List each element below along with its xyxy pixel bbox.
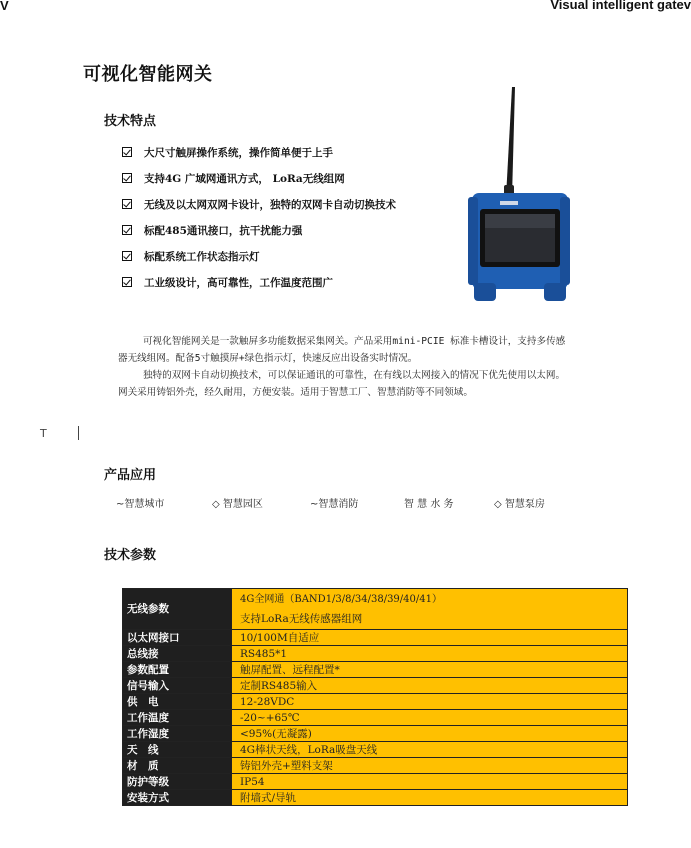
spec-value: 触屏配置、远程配置* bbox=[232, 662, 628, 678]
table-row bbox=[123, 630, 628, 646]
application-list bbox=[116, 495, 586, 510]
application-item: 智 慧 水 务 bbox=[404, 499, 454, 510]
spec-table bbox=[122, 588, 628, 806]
table-row bbox=[123, 694, 628, 710]
insertion-bar bbox=[78, 426, 79, 440]
spec-value: 10/100M自适应 bbox=[232, 630, 628, 646]
spec-value: IP54 bbox=[232, 774, 628, 790]
checkbox-icon bbox=[122, 277, 132, 287]
spec-value: 附墙式/导轨 bbox=[232, 790, 628, 806]
applications-heading: 产品应用 bbox=[104, 468, 157, 483]
table-row bbox=[123, 774, 628, 790]
checkbox-icon bbox=[122, 199, 132, 209]
checkbox-icon bbox=[122, 147, 132, 157]
feature-list bbox=[122, 139, 396, 295]
spec-key: 工作湿度 bbox=[123, 726, 232, 742]
spec-value: -20~+65℃ bbox=[232, 710, 628, 726]
spec-value: 4G全网通（BAND1/3/8/34/38/39/40/41） 支持LoRa无线传感器组网 bbox=[232, 589, 628, 630]
table-row bbox=[123, 710, 628, 726]
checkbox-icon bbox=[122, 173, 132, 183]
spec-key: 安装方式 bbox=[123, 790, 232, 806]
spec-value: 12-28VDC bbox=[232, 694, 628, 710]
spec-key: 参数配置 bbox=[123, 662, 232, 678]
features-heading: 技术特点 bbox=[104, 114, 157, 129]
feature-item: 无线及以太网双网卡设计，独特的双网卡自动切换技术 bbox=[122, 191, 396, 217]
gateway-device-image bbox=[468, 85, 570, 305]
feature-item: 大尺寸触屏操作系统，操作简单便于上手 bbox=[122, 139, 396, 165]
table-row bbox=[123, 678, 628, 694]
application-item: ~智慧消防 bbox=[310, 499, 359, 510]
spec-value: 铸铝外壳+塑料支架 bbox=[232, 758, 628, 774]
checkbox-icon bbox=[122, 251, 132, 261]
spec-value: 4G棒状天线，LoRa吸盘天线 bbox=[232, 742, 628, 758]
spec-key: 天 线 bbox=[123, 742, 232, 758]
application-item: ◇ 智慧泵房 bbox=[494, 499, 545, 510]
description-paragraph: 独特的双网卡自动切换技术，可以保证通讯的可靠性，在有线以太网接入的情况下优先使用以太网。 网关采用铸铝外壳，经久耐用，方便安装。适用于智慧工厂、智慧消防等不同领域。 bbox=[118, 370, 566, 398]
spec-key: 防护等级 bbox=[123, 774, 232, 790]
application-item: ~智慧城市 bbox=[116, 499, 165, 510]
spec-key: 工作温度 bbox=[123, 710, 232, 726]
table-row bbox=[123, 742, 628, 758]
spec-key: 总线接 bbox=[123, 646, 232, 662]
description-paragraph: 可视化智能网关是一款触屏多功能数据采集网关。产品采用mini-PCIE 标准卡槽设计，支持多传感器无线组网。配备5寸触摸屏+绿色指示灯，快速反应出设备实时情况。 bbox=[118, 336, 566, 364]
table-row bbox=[123, 790, 628, 806]
application-item: ◇ 智慧园区 bbox=[212, 499, 263, 510]
text-cursor-glyph: T bbox=[40, 427, 47, 440]
feature-item: 工业级设计，高可靠性，工作温度范围广 bbox=[122, 269, 396, 295]
specs-heading: 技术参数 bbox=[104, 548, 157, 563]
product-description bbox=[118, 333, 573, 401]
table-row bbox=[123, 726, 628, 742]
feature-item: 标配系统工作状态指示灯 bbox=[122, 243, 396, 269]
spec-key: 供 电 bbox=[123, 694, 232, 710]
feature-item: 标配485通讯接口，抗干扰能力强 bbox=[122, 217, 396, 243]
spec-key: 信号输入 bbox=[123, 678, 232, 694]
checkbox-icon bbox=[122, 225, 132, 235]
spec-key: 以太网接口 bbox=[123, 630, 232, 646]
feature-item: 支持4G 广域网通讯方式， LoRa无线组网 bbox=[122, 165, 396, 191]
spec-value: <95%(无凝露) bbox=[232, 726, 628, 742]
page-title: 可视化智能网关 bbox=[83, 64, 213, 85]
spec-key: 材 质 bbox=[123, 758, 232, 774]
header-english-title: Visual intelligent gatev bbox=[550, 0, 691, 12]
spec-key: 无线参数 bbox=[123, 589, 232, 630]
table-row bbox=[123, 758, 628, 774]
header-fragment-left: V bbox=[0, 0, 9, 13]
table-row bbox=[123, 662, 628, 678]
table-row bbox=[123, 589, 628, 630]
table-row bbox=[123, 646, 628, 662]
spec-value: RS485*1 bbox=[232, 646, 628, 662]
spec-value: 定制RS485输入 bbox=[232, 678, 628, 694]
